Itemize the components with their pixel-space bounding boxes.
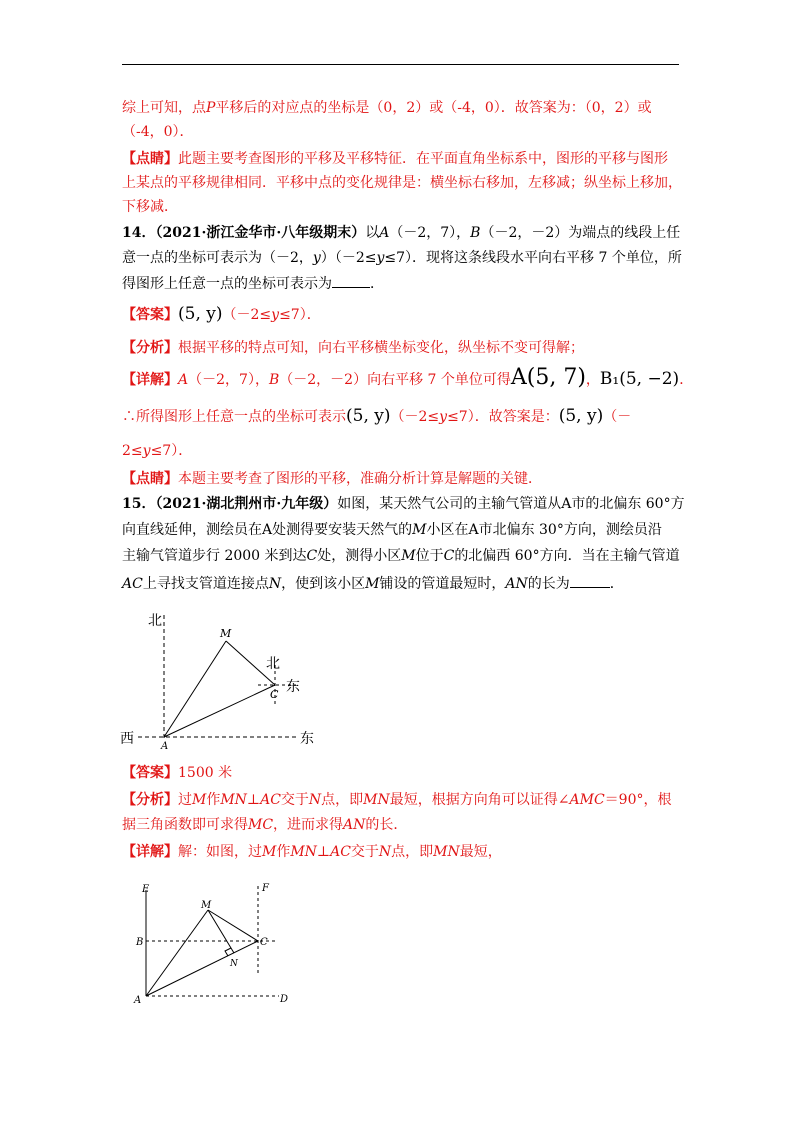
point-d-label: D (280, 994, 289, 1005)
comment-line-3: 下移减． (122, 199, 178, 215)
answer-blank (332, 275, 370, 288)
comment-line-1: 【点睛】此题主要考查图形的平移及平移特征．在平面直角坐标系中，图形的平移与图形 (122, 151, 668, 167)
q14-analysis: 【分析】根据平移的特点可知，向右平移横坐标变化，纵坐标不变可得解； (122, 340, 584, 356)
point-m-label: M (220, 627, 232, 640)
point-e-label: E (142, 884, 150, 895)
west-label: 西 (120, 731, 134, 747)
point-b-label: B (136, 937, 144, 948)
point-a-label: A (134, 995, 142, 1006)
north-label: 北 (148, 613, 162, 629)
comment-line-2: 上某点的平移规律相同．平移中点的变化规律是：横坐标右移加，左移减；纵坐标上移加， (122, 175, 682, 191)
point-a-label: A (161, 741, 169, 752)
segment-am (146, 910, 208, 996)
q15-analysis-1: 【分析】过M作MN⊥AC交于N点，即MN最短，根据方向角可以证得∠AMC＝90°，根 (122, 792, 672, 808)
north-label-2: 北 (266, 656, 280, 672)
direction-figure-2 (124, 878, 304, 1013)
q15-line-3: 主输气管道步行 2000 米到达C处，测得小区M位于C的北偏西 60°方向．当在主输气管道 (122, 548, 680, 564)
point-n-label: N (230, 959, 238, 969)
paragraph-conclusion: 综上可知，点P平移后的对应点的坐标是（0，2）或（-4，0）．故答案为：（0，2）或 (122, 100, 652, 116)
east-label: 东 (300, 731, 314, 747)
paragraph-conclusion-2: （-4，0）． (122, 124, 194, 140)
segment-ac (146, 941, 258, 996)
q15-analysis-2: 据三角函数即可求得MC，进而求得AN的长． (122, 817, 408, 833)
q15-line-1: 15．（2021·湖北荆州市·九年级）如图，某天然气公司的主输气管道从A市的北偏东 60°方 (122, 496, 685, 512)
east-label-2: 东 (286, 679, 300, 695)
header-rule (122, 64, 679, 65)
point-f-label: F (262, 883, 269, 894)
point-c-label: C (270, 688, 279, 701)
direction-figure-1 (118, 605, 328, 755)
q15-detail: 【详解】解：如图，过M作MN⊥AC交于N点，即MN最短， (122, 844, 502, 860)
q14-line-2: 意一点的坐标可表示为（－2，y）（－2≤y≤7）．现将这条线段水平向右平移 7 个单位，所 (122, 250, 682, 266)
point-c-label: C (260, 937, 268, 948)
answer-blank-15 (570, 575, 610, 588)
q14-detail: 【详解】A（－2，7），B（－2，－2）向右平移 7 个单位可得A(5, 7)，B₁(5, −2)． (122, 365, 694, 390)
q14-answer: 【答案】(5, y)（－2≤y≤7）． (122, 304, 321, 324)
q15-answer: 【答案】1500 米 (122, 765, 233, 781)
segment-mn (208, 910, 234, 953)
point-m-label: M (201, 900, 212, 911)
q14-line-3: 得图形上任意一点的坐标可表示为 ． (122, 276, 384, 292)
q14-line-1: 14．（2021·浙江金华市·八年级期末）以A（－2，7），B（－2，－2）为端点的线段上任 (122, 225, 681, 241)
q14-therefore-2: 2≤y≤7）． (122, 443, 193, 459)
q15-line-2: 向直线延伸，测绘员在A处测得要安装天然气的M小区在A市北偏东 30°方向，测绘员沿 (122, 522, 662, 538)
q14-therefore: ∴所得图形上任意一点的坐标可表示(5, y)（－2≤y≤7）．故答案是：(5, y)（－ (122, 406, 632, 426)
segment-mc (208, 910, 258, 941)
q14-comment: 【点睛】本题主要考查了图形的平移，准确分析计算是解题的关键． (122, 471, 542, 487)
q15-line-4: AC上寻找支管道连接点N，使到该小区M铺设的管道最短时，AN的长为 ． (122, 576, 624, 592)
